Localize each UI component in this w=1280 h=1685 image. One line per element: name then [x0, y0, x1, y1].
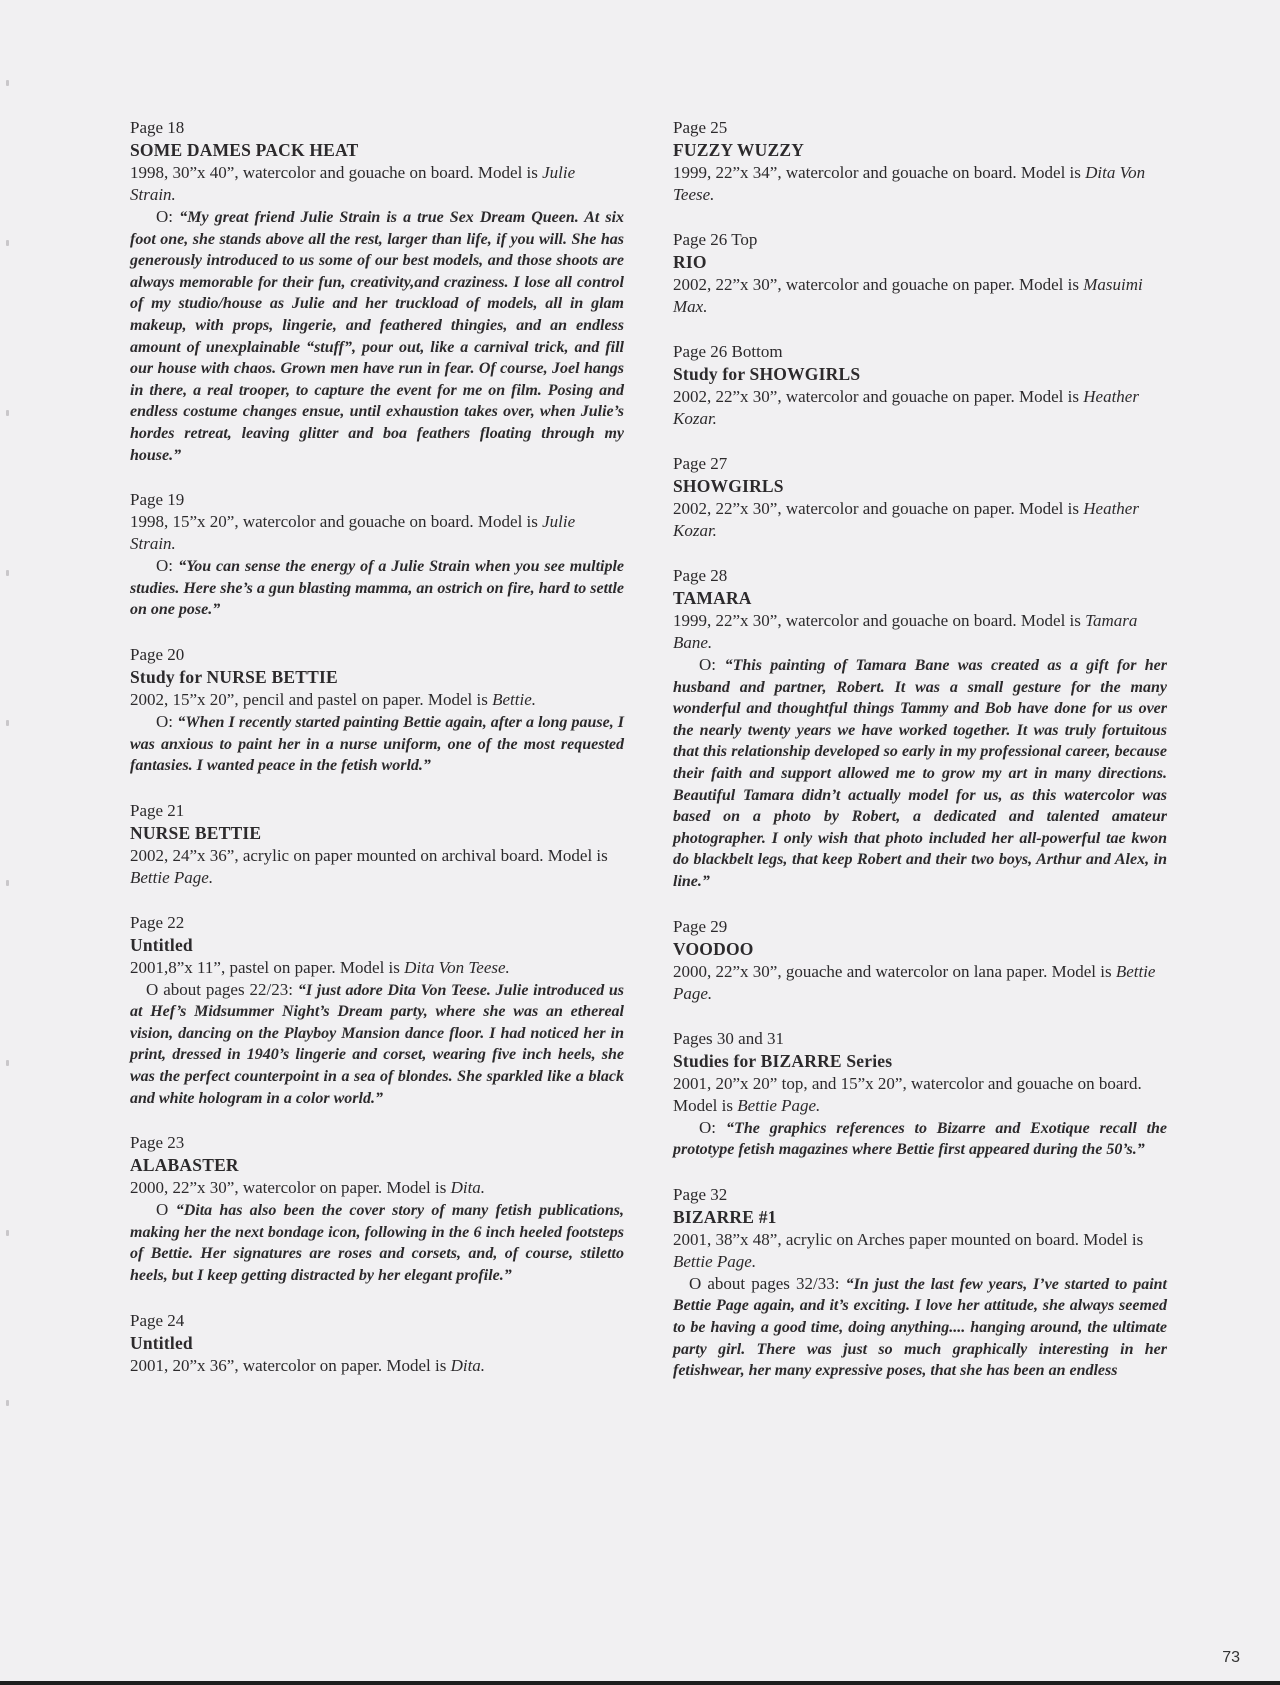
entry-quote: [130, 1199, 624, 1286]
entry-model-name: Bettie Page.: [130, 867, 214, 887]
entry-description: [673, 1073, 1167, 1117]
quote-text: “I just adore Dita Von Teese. Julie introduced us at Hef’s Midsummer Night’s Dream party, where she was an ethereal vision, dancing on the Playboy Mansion dance floor. I had noticed her in print, dressed in 1940’s lingerie and corset, wearing five inch heels, she was the perfect counterpoint in a sea of blondes. She sparkled like a black and white hologram in a color world.”: [130, 981, 624, 1107]
catalog-entry: [130, 799, 624, 889]
quote-prefix: O:: [699, 655, 725, 674]
entry-quote: [130, 555, 624, 621]
quote-prefix: O: [156, 1200, 176, 1220]
catalog-entry: [673, 228, 1167, 318]
entry-description: [673, 386, 1167, 430]
entry-description: [130, 957, 624, 979]
left-column: [130, 116, 624, 1399]
page-number: 73: [1222, 1649, 1240, 1666]
entry-page-label: Page 28: [673, 566, 728, 585]
entry-description: [130, 1355, 624, 1377]
entry-model-name: Julie Strain.: [130, 163, 576, 204]
entry-model-name: Julie Strain.: [130, 512, 576, 554]
entry-title: Untitled: [130, 934, 193, 955]
quote-text: “This painting of Tamara Bane was created as a gift for her husband and partner, Robert. It was a small gesture for the many wonderful and thoughtful things Tammy and Bob have done for us over the nearly twenty years we have worked together. It was truly fortuitous that this relationship developed so early in my professional career, because their faith and support allowed me to grow my art in many directions. Beautiful Tamara didn’t actually model for us, as this watercolor was based on a photo by Robert, a dedicated and talented amateur photographer. I only wish that photo included her all-powerful tae kwon do blackbelt legs, that keep Robert and their two boys, Arthur and Alex, in line.”: [673, 657, 1168, 890]
catalog-entry: [673, 1183, 1167, 1382]
entry-model-name: Bettie Page.: [673, 1251, 757, 1271]
entry-page-label: Page 26 Top: [673, 230, 758, 249]
entry-description: [130, 689, 624, 711]
quote-text: “You can sense the energy of a Julie Strain when you see multiple studies. Here she’s a gun blasting mamma, an ostrich on fire, hard to settle on one pose.”: [130, 558, 625, 619]
entry-medium-text: 2001, 20”x 36”, watercolor on paper. Model is: [130, 1355, 451, 1375]
entry-medium-text: 1998, 15”x 20”, watercolor and gouache on board. Model is: [130, 512, 543, 532]
catalog-entry: [130, 911, 624, 1110]
entry-page-label: Page 18: [130, 118, 185, 137]
entry-model-name: Bettie Page.: [737, 1095, 821, 1115]
entry-model-name: Bettie.: [492, 689, 537, 709]
catalog-entry: [673, 452, 1167, 542]
quote-prefix: O:: [156, 556, 179, 576]
entry-model-name: Bettie Page.: [673, 961, 1156, 1003]
entry-description: [130, 162, 624, 206]
entry-description: [130, 511, 624, 555]
entry-medium-text: 2001, 20”x 20” top, and 15”x 20”, watercolor and gouache on board. Model is: [673, 1073, 1142, 1115]
bottom-rule: [0, 1681, 1280, 1685]
entry-medium-text: 2002, 22”x 30”, watercolor and gouache on paper. Model is: [673, 275, 1084, 294]
entry-title: NURSE BETTIE: [130, 822, 262, 843]
catalog-entry: [673, 340, 1167, 430]
entry-medium-text: 1998, 30”x 40”, watercolor and gouache on board. Model is: [130, 163, 543, 182]
entry-title: FUZZY WUZZY: [673, 140, 805, 160]
entry-model-name: Dita.: [450, 1178, 486, 1198]
entry-description: [673, 162, 1167, 206]
entry-quote: [130, 979, 624, 1110]
catalog-entry: [673, 116, 1167, 206]
entry-title: SOME DAMES PACK HEAT: [130, 140, 359, 160]
entry-model-name: Heather Kozar.: [673, 387, 1139, 428]
entry-page-label: Page 32: [673, 1184, 728, 1204]
entry-model-name: Dita Von Teese.: [404, 957, 510, 977]
quote-prefix: O about pages 32/33:: [689, 1273, 846, 1293]
quote-prefix: O:: [699, 1117, 727, 1137]
entry-model-name: Masuimi Max.: [673, 275, 1143, 316]
catalog-entry: [673, 564, 1167, 893]
quote-text: “When I recently started painting Bettie again, after a long pause, I was anxious to paint her in a nurse uniform, one of the most requested fantasies. I wanted peace in the fetish world.”: [130, 713, 624, 775]
entry-page-label: Page 29: [673, 916, 728, 936]
entry-title: Study for NURSE BETTIE: [130, 666, 338, 687]
entry-title: Untitled: [130, 1332, 193, 1353]
entry-medium-text: 2002, 22”x 30”, watercolor and gouache on paper. Model is: [673, 499, 1084, 518]
entry-title: RIO: [673, 252, 707, 272]
entry-page-label: Page 24: [130, 1310, 185, 1330]
entry-model-name: Tamara Bane.: [673, 611, 1138, 652]
entry-title: Study for SHOWGIRLS: [673, 364, 861, 384]
entry-description: [673, 610, 1167, 654]
entry-title: SHOWGIRLS: [673, 476, 784, 496]
quote-text: “Dita has also been the cover story of many fetish publications, making her the next bondage icon, following in the 6 inch heeled footsteps of Bettie. Her signatures are roses and corsets, and, of course, stiletto heels, but I keep getting distracted by her elegant profile.”: [130, 1202, 624, 1285]
quote-text: “The graphics references to Bizarre and Exotique recall the prototype fetish magazines where Bettie first appeared during the 50’s.”: [673, 1119, 1168, 1159]
entry-medium-text: 2001,8”x 11”, pastel on paper. Model is: [130, 957, 405, 977]
entry-model-name: Dita.: [450, 1355, 486, 1375]
page-edge-marks: [6, 80, 10, 1480]
catalog-entry: [673, 915, 1167, 1005]
entry-description: [130, 845, 624, 889]
entry-page-label: Page 19: [130, 490, 185, 510]
entry-description: [673, 961, 1167, 1005]
catalog-entry: [673, 1027, 1167, 1161]
entry-quote: [673, 1117, 1167, 1161]
entry-description: [673, 274, 1167, 318]
entry-medium-text: 2001, 38”x 48”, acrylic on Arches paper mounted on board. Model is: [673, 1229, 1144, 1249]
entry-title: VOODOO: [673, 938, 754, 959]
right-column: [673, 116, 1167, 1404]
entry-medium-text: 2002, 15”x 20”, pencil and pastel on paper. Model is: [130, 689, 493, 709]
entry-title: ALABASTER: [130, 1155, 239, 1176]
entry-page-label: Page 20: [130, 644, 185, 664]
entry-medium-text: 1999, 22”x 30”, watercolor and gouache on board. Model is: [673, 611, 1086, 630]
quote-text: “My great friend Julie Strain is a true Sex Dream Queen. At six foot one, she stands above all the rest, larger than life, if you will. She has generously introduced to us some of our best models, and those shoots are always memorable for their fun, creativity,and craziness. I lose all control of my studio/house as Julie and her truckload of models, all in glam makeup, with props, lingerie, and feathered thingies, and an endless amount of unexplainable “stuff”, pour out, like a carnival trick, and fill our house with chaos. Grown men have run in fear. Of course, Joel hangs in there, a real trooper, to capture the event for me on film. Posing and endless costume changes ensue, until exhaustion takes over, when Julie’s hordes retreat, leaving glitter and boa feathers floating through my house.”: [130, 209, 625, 464]
entry-page-label: Page 23: [130, 1133, 185, 1153]
entry-model-name: Heather Kozar.: [673, 499, 1139, 540]
entry-description: [673, 498, 1167, 542]
entry-medium-text: 2000, 22”x 30”, watercolor on paper. Model is: [130, 1178, 451, 1198]
quote-prefix: O:: [156, 711, 178, 731]
entry-quote: [130, 711, 624, 777]
catalog-entry: [130, 643, 624, 777]
entry-page-label: Page 27: [673, 454, 728, 473]
entry-page-label: Page 21: [130, 800, 185, 820]
entry-page-label: Page 25: [673, 118, 728, 137]
entry-title: TAMARA: [673, 588, 752, 608]
entry-description: [673, 1229, 1167, 1273]
catalog-entry: [130, 488, 624, 621]
entry-model-name: Dita Von Teese.: [673, 163, 1146, 204]
entry-page-label: Pages 30 and 31: [673, 1028, 784, 1048]
catalog-entry: [130, 1309, 624, 1377]
entry-title: Studies for BIZARRE Series: [673, 1050, 893, 1071]
entry-page-label: Page 26 Bottom: [673, 342, 783, 361]
entry-medium-text: 2002, 22”x 30”, watercolor and gouache on paper. Model is: [673, 387, 1084, 406]
entry-medium-text: 2002, 24”x 36”, acrylic on paper mounted on archival board. Model is: [130, 845, 608, 865]
entry-medium-text: 1999, 22”x 34”, watercolor and gouache on board. Model is: [673, 163, 1086, 182]
quote-prefix: O about pages 22/23:: [146, 979, 298, 999]
entry-description: [130, 1177, 624, 1199]
entry-title: BIZARRE #1: [673, 1206, 777, 1227]
catalog-entry: [130, 116, 624, 466]
catalog-entry: [130, 1131, 624, 1286]
entry-quote: [130, 206, 624, 466]
quote-prefix: O:: [156, 207, 180, 226]
entry-quote: [673, 654, 1167, 893]
entry-quote: [673, 1273, 1167, 1382]
quote-text: “In just the last few years, I’ve started to paint Bettie Page again, and it’s exciting. I love her attitude, she always seemed to be having a good time, doing anything.... hanging around, the ultimate party girl. There was just so much graphically interesting in her fetishwear, her many expressive poses, that she has been an endless: [673, 1275, 1168, 1380]
entry-medium-text: 2000, 22”x 30”, gouache and watercolor on lana paper. Model is: [673, 961, 1116, 981]
entry-page-label: Page 22: [130, 912, 185, 932]
